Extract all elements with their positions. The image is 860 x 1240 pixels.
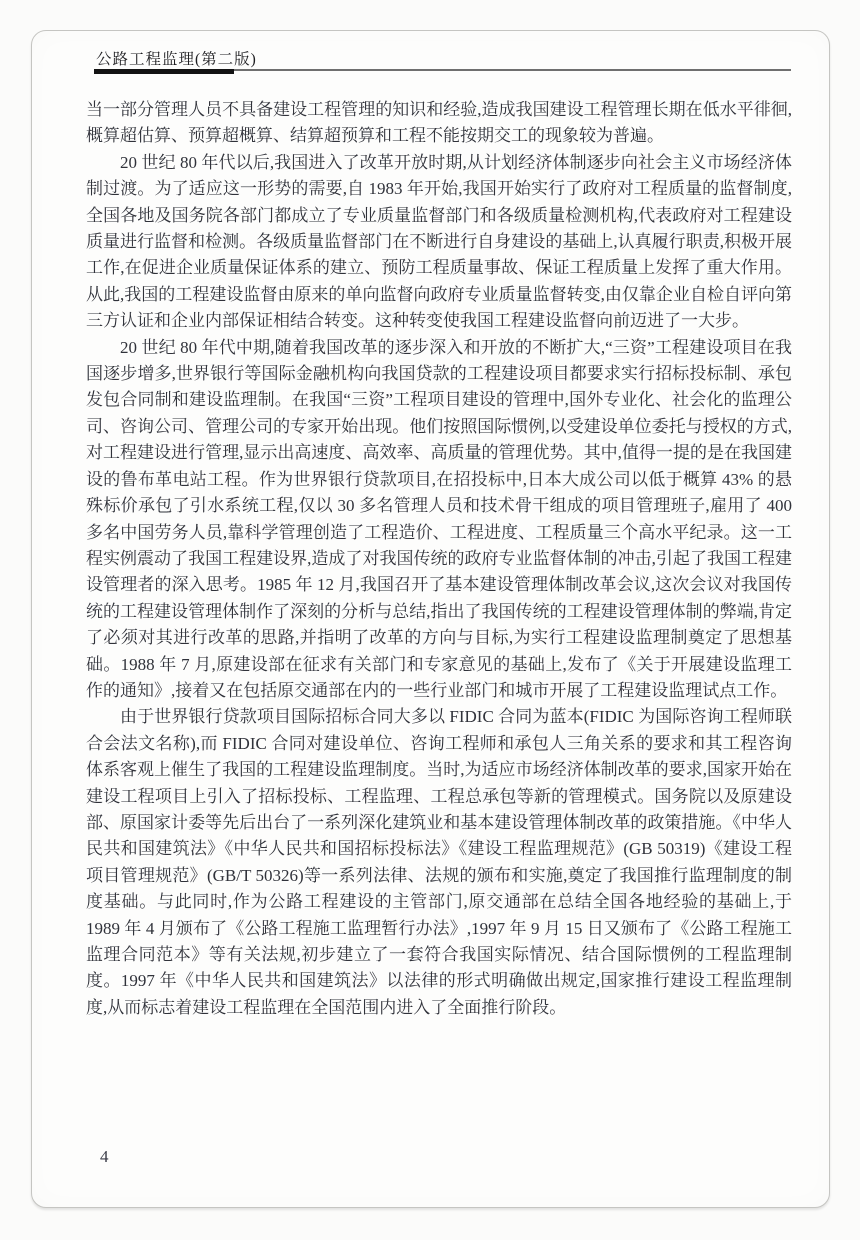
page-number: 4 xyxy=(100,1147,109,1166)
body-paragraph: 20 世纪 80 年代中期,随着我国改革的逐步深入和开放的不断扩大,“三资”工程建设项目在我国逐步增多,世界银行等国际金融机构向我国贷款的工程建设项目都要求实行招标投标制、承包发包合同制和建设监理制。在我国“三资”工程项目建设的管理中,国外专业化、社会化的监理公司、咨询公司、管理公司的专家开始出现。他们按照国际惯例,以受建设单位委托与授权的方式,对工程建设进行管理,显示出高速度、高效率、高质量的管理优势。其中,值得一提的是在我国建设的鲁布革电站工程。作为世界银行贷款项目,在招投标中,日本大成公司以低于概算 43% 的悬殊标价承包了引水系统工程,仅以 30 多名管理人员和技术骨干组成的项目管理班子,雇用了 400 多名中国劳务人员,靠科学管理创造了工程造价、工程进度、工程质量三个高水平纪录。这一工程实例震动了我国工程建设界,造成了对我国传统的政府专业监督体制的冲击,引起了我国工程建设管理者的深入思考。1985 年 12 月,我国召开了基本建设管理体制改革会议,这次会议对我国传统的工程建设管理体制作了深刻的分析与总结,指出了我国传统的工程建设管理体制的弊端,肯定了必须对其进行改革的思路,并指明了改革的方向与目标,为实行工程建设监理制奠定了思想基础。1988 年 7 月,原建设部在征求有关部门和专家意见的基础上,发布了《关于开展建设监理工作的通知》,接着又在包括原交通部在内的一些行业部门和城市开展了工程建设监理试点工作。 xyxy=(86,337,792,700)
header-rule-thick-bar xyxy=(94,69,234,74)
body-paragraph: 当一部分管理人员不具备建设工程管理的知识和经验,造成我国建设工程管理长期在低水平徘徊,概算超估算、预算超概算、结算超预算和工程不能按期交工的现象较为普遍。 xyxy=(86,100,792,146)
body-paragraph: 20 世纪 80 年代以后,我国进入了改革开放时期,从计划经济体制逐步向社会主义市场经济体制过渡。为了适应这一形势的需要,自 1983 年开始,我国开始实行了政府对工程质量的监督制度,全国各地及国务院各部门都成立了专业质量监督部门和各级质量检测机构,代表政府对工程建设质量进行监督和检测。各级质量监督部门在不断进行自身建设的基础上,认真履行职责,积极开展工作,在促进企业质量保证体系的建立、预防工程质量事故、保证工程质量上发挥了重大作用。从此,我国的工程建设监督由原来的单向监督向政府专业质量监督转变,由仅靠企业自检自评向第三方认证和企业内部保证相结合转变。这种转变使我国工程建设监督向前迈进了一大步。 xyxy=(86,152,792,331)
header-rule xyxy=(94,69,791,75)
book-page xyxy=(31,30,830,1208)
body-text xyxy=(86,97,792,1021)
body-paragraph: 由于世界银行贷款项目国际招标合同大多以 FIDIC 合同为蓝本(FIDIC 为国际咨询工程师联合会法文名称),而 FIDIC 合同对建设单位、咨询工程师和承包人三角关系的要求和其工程咨询体系客观上催生了我国的工程建设监理制度。当时,为适应市场经济体制改革的要求,国家开始在建设工程项目上引入了招标投标、工程监理、工程总承包等新的管理模式。国务院以及原建设部、原国家计委等先后出台了一系列深化建筑业和基本建设管理体制改革的政策措施。《中华人民共和国建筑法》《中华人民共和国招标投标法》《建设工程监理规范》(GB 50319)《建设工程项目管理规范》(GB/T 50326)等一系列法律、法规的颁布和实施,奠定了我国推行监理制度的制度基础。与此同时,作为公路工程建设的主管部门,原交通部在总结全国各地经验的基础上,于 1989 年 4 月颁布了《公路工程施工监理暂行办法》,1997 年 9 月 15 日又颁布了《公路工程施工监理合同范本》等有关法规,初步建立了一套符合我国实际情况、结合国际惯例的工程监理制度。1997 年《中华人民共和国建筑法》以法律的形式明确做出规定,国家推行建设工程监理制度,从而标志着建设工程监理在全国范围内进入了全面推行阶段。 xyxy=(86,707,792,1017)
running-header-title: 公路工程监理(第二版) xyxy=(96,51,257,68)
